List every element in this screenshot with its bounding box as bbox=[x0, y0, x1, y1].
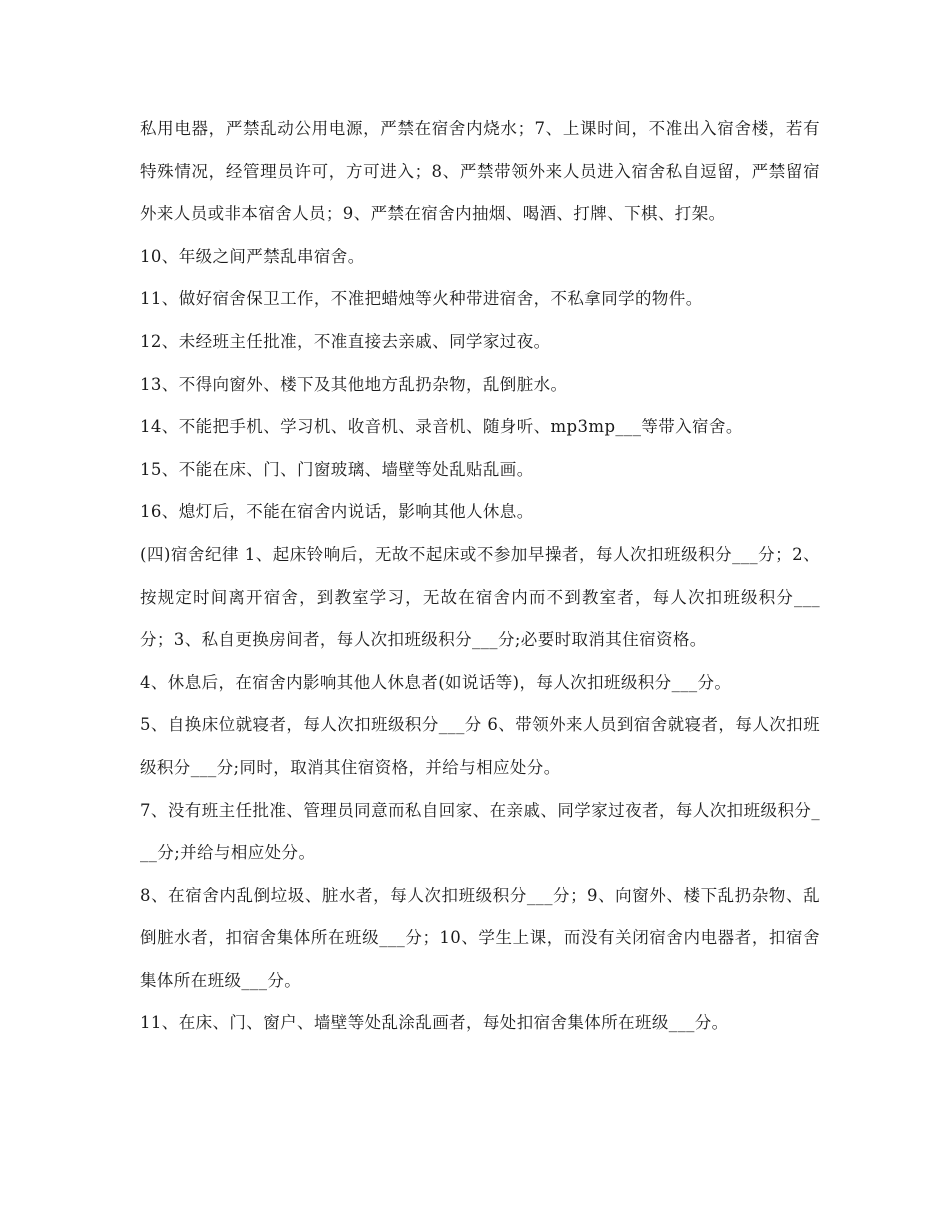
paragraph: 11、做好宿舍保卫工作，不准把蜡烛等火种带进宿舍，不私拿同学的物件。 bbox=[140, 289, 703, 309]
paragraph: 14、不能把手机、学习机、收音机、录音机、随身听、mp3mp___等带入宿舍。 bbox=[140, 417, 743, 437]
paragraph: 5、自换床位就寝者，每人次扣班级积分___分 6、带领外来人员到宿舍就寝者，每人次扣班级积分___分;同时，取消其住宿资格，并给与相应处分。 bbox=[140, 715, 820, 777]
paragraph: (四)宿舍纪律 1、起床铃响后，无故不起床或不参加早操者，每人次扣班级积分___分；2、按规定时间离开宿舍，到教室学习，无故在宿舍内而不到教室者，每人次扣班级积分___分；3、私自更换房间者，每人次扣班级积分___分;必要时取消其住宿资格。 bbox=[140, 544, 820, 650]
document-body bbox=[140, 108, 820, 1045]
paragraph: 13、不得向窗外、楼下及其他地方乱扔杂物，乱倒脏水。 bbox=[140, 374, 568, 394]
paragraph: 16、熄灯后，不能在宿舍内说话，影响其他人休息。 bbox=[140, 502, 534, 522]
paragraph: 8、在宿舍内乱倒垃圾、脏水者，每人次扣班级积分___分；9、向窗外、楼下乱扔杂物、乱倒脏水者，扣宿舍集体所在班级___分；10、学生上课，而没有关闭宿舍内电器者，扣宿舍集体所在班级___分。 bbox=[140, 885, 820, 990]
paragraph: 10、年级之间严禁乱串宿舍。 bbox=[140, 246, 365, 266]
paragraph: 7、没有班主任批准、管理员同意而私自回家、在亲戚、同学家过夜者，每人次扣班级积分___分;并给与相应处分。 bbox=[140, 800, 820, 863]
paragraph: 11、在床、门、窗户、墙壁等处乱涂乱画者，每处扣宿舍集体所在班级___分。 bbox=[140, 1013, 729, 1033]
paragraph: 私用电器，严禁乱动公用电源，严禁在宿舍内烧水；7、上课时间，不准出入宿舍楼，若有特殊情况，经管理员许可，方可进入；8、严禁带领外来人员进入宿舍私自逗留，严禁留宿外来人员或非本宿舍人员；9、严禁在宿舍内抽烟、喝酒、打牌、下棋、打架。 bbox=[140, 119, 820, 224]
paragraph: 12、未经班主任批准，不准直接去亲戚、同学家过夜。 bbox=[140, 331, 551, 351]
paragraph: 4、休息后，在宿舍内影响其他人休息者(如说话等)，每人次扣班级积分___分。 bbox=[140, 672, 732, 692]
paragraph: 15、不能在床、门、门窗玻璃、墙壁等处乱贴乱画。 bbox=[140, 459, 534, 479]
